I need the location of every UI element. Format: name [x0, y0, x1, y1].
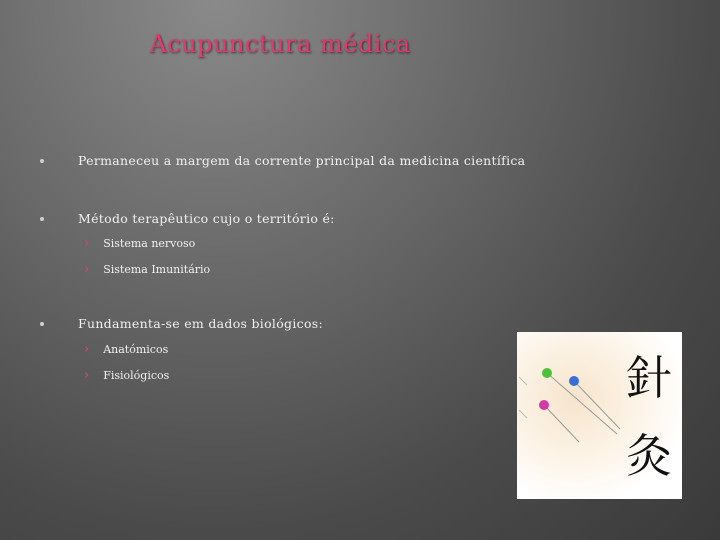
bullet-text: Método terapêutico cujo o território é: — [78, 211, 335, 226]
needle-icon — [539, 400, 579, 442]
bullet-item — [40, 153, 525, 168]
bullet-dot-icon — [40, 217, 44, 221]
bullet-item — [40, 211, 335, 226]
needle-head-icon — [542, 368, 552, 378]
sub-bullet-item — [84, 369, 169, 382]
chevron-right-icon: › — [84, 236, 90, 251]
chevron-right-icon: › — [84, 368, 90, 383]
chevron-right-icon: › — [84, 342, 90, 357]
sub-bullet-text: Anatómicos — [103, 343, 169, 356]
kanji-moxibustion-glyph: 灸 — [626, 429, 672, 483]
sub-bullet-text: Sistema Imunitário — [103, 263, 211, 276]
slide-title: Acupunctura médica — [149, 30, 411, 58]
sub-bullet-text: Fisiológicos — [103, 369, 170, 382]
bullet-dot-icon — [40, 159, 44, 163]
sub-bullet-item — [84, 237, 195, 250]
chevron-right-icon: › — [84, 262, 90, 277]
bullet-text: Permaneceu a margem da corrente principal da medicina científica — [78, 153, 526, 168]
sub-bullet-item — [84, 263, 210, 276]
bullet-item — [40, 316, 323, 331]
acupuncture-image — [517, 332, 682, 499]
bullet-text: Fundamenta-se em dados biológicos: — [78, 316, 324, 331]
needle-head-icon — [539, 400, 549, 410]
kanji-needle-glyph: 針 — [626, 351, 672, 405]
needle-icon — [542, 368, 617, 434]
sub-bullet-item — [84, 343, 168, 356]
needle-head-icon — [569, 376, 579, 386]
sub-bullet-text: Sistema nervoso — [103, 237, 196, 250]
needle-icon — [569, 376, 620, 429]
bullet-dot-icon — [40, 322, 44, 326]
